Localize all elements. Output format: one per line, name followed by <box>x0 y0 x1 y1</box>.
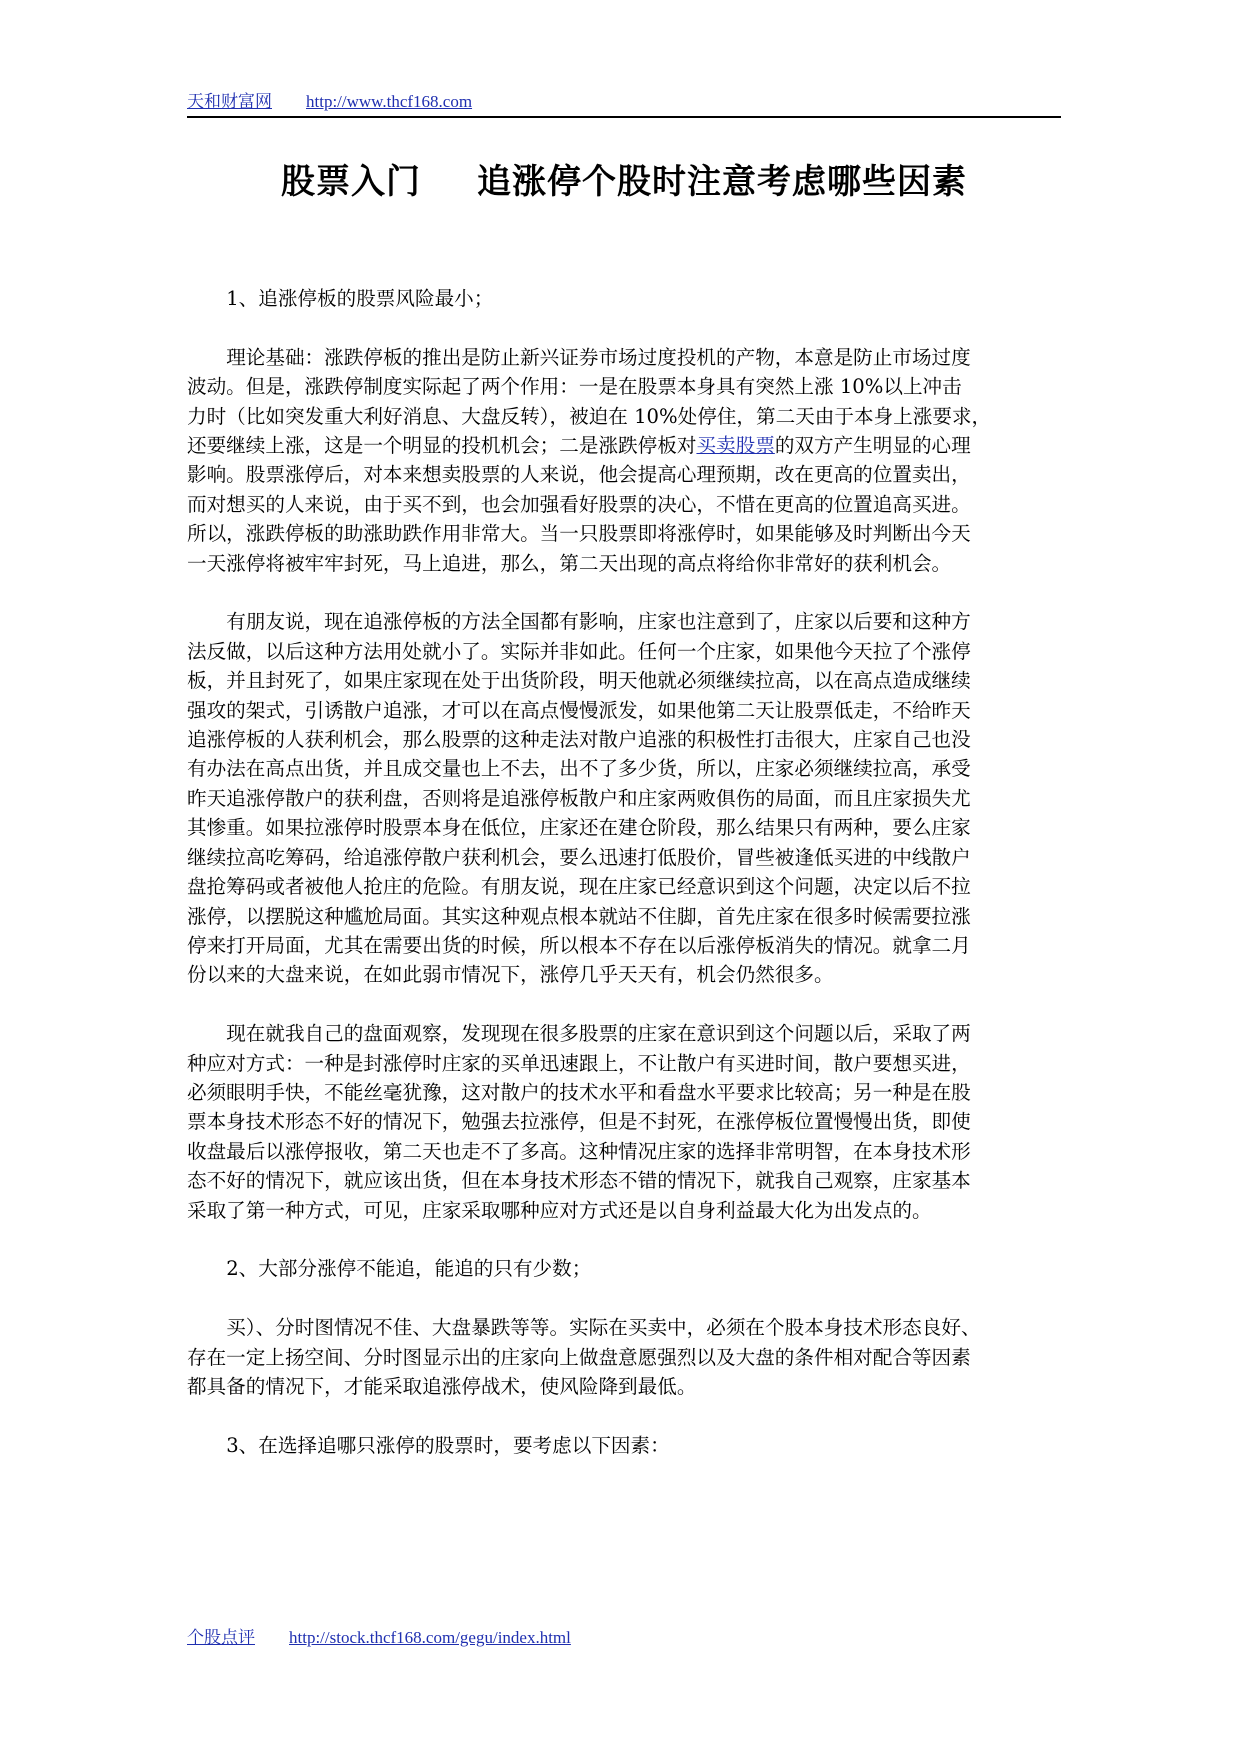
paragraph-6: 买）、分时图情况不佳、大盘暴跌等等。实际在买卖中，必须在个股本身技术形态良好、 存在一定上扬空间、分时图显示出的庄家向上做盘意愿强烈以及大盘的条件相对配合等因素 都具备的情况下，才能采取追涨停战术，使风险降到最低。 <box>187 1316 981 1398</box>
page-header <box>187 90 1061 118</box>
page-footer <box>187 1626 1061 1650</box>
footer-label-link[interactable]: 个股点评 <box>187 1628 255 1647</box>
buy-sell-stock-link[interactable]: 买卖股票 <box>696 434 775 458</box>
title-part-2: 追涨停个股时注意考虑哪些因素 <box>477 162 967 202</box>
paragraph-7: 3、在选择追哪只涨停的股票时，要考虑以下因素： <box>226 1433 670 1457</box>
paragraph-2-before: 理论基础：涨跌停板的推出是防止新兴证券市场过度投机的产物，本意是防止市场过度 波动。但是，涨跌停制度实际起了两个作用：一是在股票本身具有突然上涨 10%以上冲击 力时（比如突发重大利好消息、大盘反转），被迫在 10%处停住，第二天由于本身上涨要求， 还要继续上涨，这是一个明显的投机机会；二是涨跌停板对 <box>187 345 992 458</box>
paragraph-2-after: 的双方产生明显的心理 影响。股票涨停后，对本来想卖股票的人来说，他会提高心理预期，改在更高的位置卖出， 而对想买的人来说，由于买不到，也会加强看好股票的决心，不惜在更高的位置追高买进。 所以，涨跌停板的助涨助跌作用非常大。当一只股票即将涨停时，如果能够及时判断出今天 一天涨停将被牢牢封死，马上追进，那么，第二天出现的高点将给你非常好的获利机会。 <box>187 434 971 575</box>
title-part-1: 股票入门 <box>281 162 421 202</box>
site-name-link[interactable]: 天和财富网 <box>187 92 272 111</box>
paragraph-1: 1、追涨停板的股票风险最小； <box>226 287 494 310</box>
paragraph-3: 有朋友说，现在追涨停板的方法全国都有影响，庄家也注意到了，庄家以后要和这种方 法反做，以后这种方法用处就小了。实际并非如此。任何一个庄家，如果他今天拉了个涨停 板，并且封死了，如果庄家现在处于出货阶段，明天他就必须继续拉高，以在高点造成继续 强攻的架式，引诱散户追涨，才可以在高点慢慢派发，如果他第二天让股票低走，不给昨天 追涨停板的人获利机会，那么股票的这种走法对散户追涨的积极性打击很大，庄家自己也没 有办法在高点出货，并且成交量也上不去，出不了多少货，所以，庄家必须继续拉高，承受 昨天追涨停散户的获利盘，否则将是追涨停板散户和庄家两败俱伤的局面，而且庄家损失尤 其惨重。如果拉涨停时股票本身在低位，庄家还在建仓阶段，那么结果只有两种，要么庄家 继续拉高吃筹码，给追涨停散户获利机会，要么迅速打低股价，冒些被逢低买进的中线散户 盘抢筹码或者被他人抢庄的危险。有朋友说，现在庄家已经意识到这个问题，决定以后不拉 涨停，以摆脱这种尴尬局面。其实这种观点根本就站不住脚，首先庄家在很多时候需要拉涨 停来打开局面，尤其在需要出货的时候，所以根本不存在以后涨停板消失的情况。就拿二月 份以来的大盘来说，在如此弱市情况下，涨停几乎天天有，机会仍然很多。 <box>187 610 971 987</box>
document-title <box>187 160 1061 204</box>
paragraph-4: 现在就我自己的盘面观察，发现现在很多股票的庄家在意识到这个问题以后，采取了两 种应对方式：一种是封涨停时庄家的买单迅速跟上，不让散户有买进时间，散户要想买进， 必须眼明手快，不能丝毫犹豫，这对散户的技术水平和看盘水平要求比较高；另一种是在股 票本身技术形态不好的情况下，勉强去拉涨停，但是不封死，在涨停板位置慢慢出货，即使 收盘最后以涨停报收，第二天也走不了多高。这种情况庄家的选择非常明智，在本身技术形 态不好的情况下，就应该出货，但在本身技术形态不错的情况下，就我自己观察，庄家基本 采取了第一种方式，可见，庄家采取哪种应对方式还是以自身利益最大化为出发点的。 <box>187 1022 971 1222</box>
article-body <box>187 284 1061 1490</box>
paragraph-2 <box>187 343 1061 578</box>
footer-url-link[interactable]: http://stock.thcf168.com/gegu/index.html <box>289 1628 571 1647</box>
site-url-link[interactable]: http://www.thcf168.com <box>306 92 473 111</box>
paragraph-5: 2、大部分涨停不能追，能追的只有少数； <box>226 1257 592 1281</box>
